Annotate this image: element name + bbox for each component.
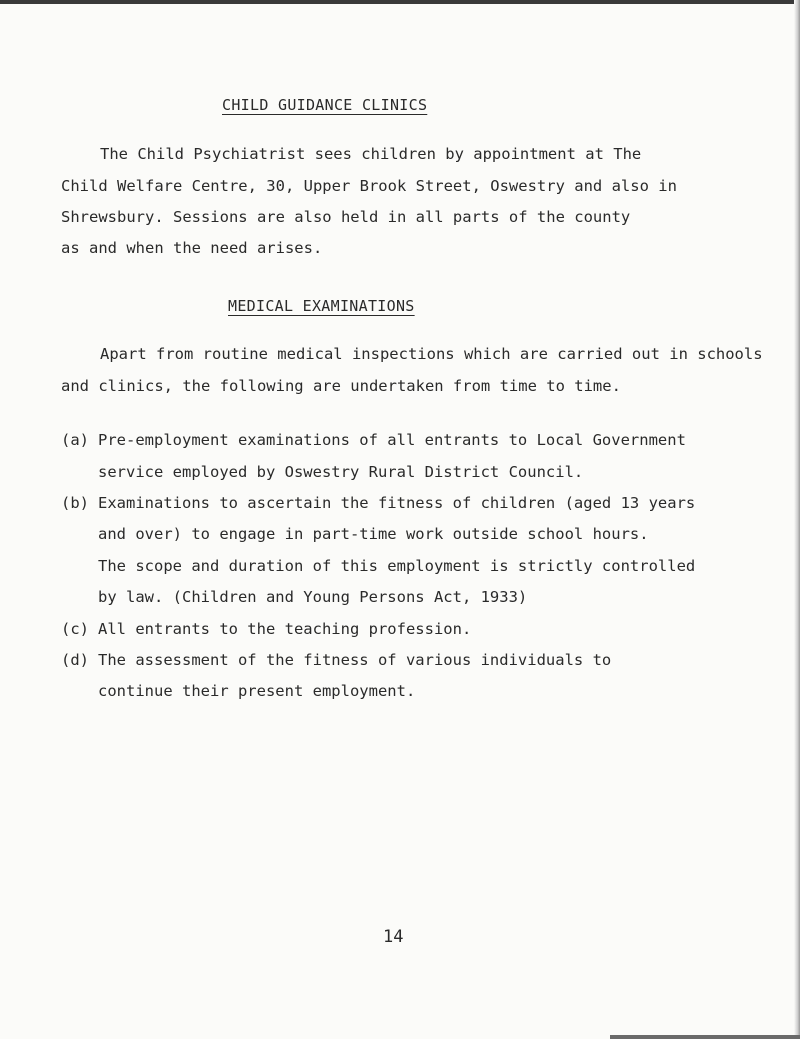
list-item-line: by law. (Children and Young Persons Act, 1933) xyxy=(98,588,528,606)
list-item-line: The assessment of the fitness of various individuals to xyxy=(98,651,612,669)
list-item-line: The scope and duration of this employment is strictly controlled xyxy=(98,557,696,575)
list-item-line: service employed by Oswestry Rural District Council. xyxy=(98,463,584,481)
heading-medical-examinations: MEDICAL EXAMINATIONS xyxy=(228,297,415,315)
paragraph-line: as and when the need arises. xyxy=(61,239,323,257)
paragraph-line: Child Welfare Centre, 30, Upper Brook Street, Oswestry and also in xyxy=(61,177,677,195)
list-item-line: and over) to engage in part-time work outside school hours. xyxy=(98,525,649,543)
paragraph-line: Shrewsbury. Sessions are also held in all parts of the county xyxy=(61,208,631,226)
paragraph-line: Apart from routine medical inspections which are carried out in schools xyxy=(100,345,763,363)
list-item-marker: (b) xyxy=(61,494,89,512)
list-item-marker: (d) xyxy=(61,651,89,669)
paragraph-line: The Child Psychiatrist sees children by appointment at The xyxy=(100,145,642,163)
list-item-line: Pre-employment examinations of all entrants to Local Government xyxy=(98,431,686,449)
list-item-line: All entrants to the teaching profession. xyxy=(98,620,472,638)
paragraph-line: and clinics, the following are undertaken from time to time. xyxy=(61,377,621,395)
scan-top-edge xyxy=(0,0,800,4)
list-item-line: continue their present employment. xyxy=(98,682,416,700)
page-number: 14 xyxy=(383,927,404,947)
list-item-line: Examinations to ascertain the fitness of children (aged 13 years xyxy=(98,494,696,512)
scan-right-edge xyxy=(794,0,800,1039)
scan-bottom-edge xyxy=(610,1035,800,1039)
list-item-marker: (a) xyxy=(61,431,89,449)
list-item-marker: (c) xyxy=(61,620,89,638)
heading-child-guidance-clinics: CHILD GUIDANCE CLINICS xyxy=(222,96,428,114)
